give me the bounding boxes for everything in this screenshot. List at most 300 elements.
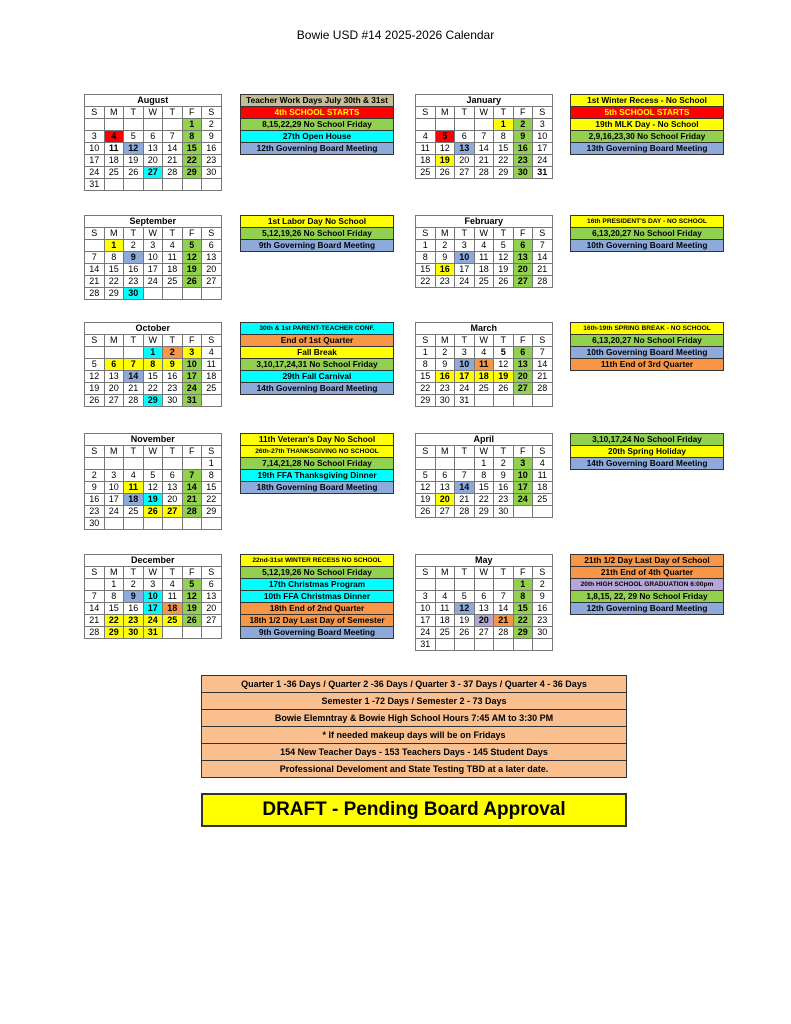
day-cell: 6 xyxy=(455,131,475,143)
day-cell: 18 xyxy=(124,494,144,506)
day-cell: 12 xyxy=(494,359,514,371)
day-cell: 30 xyxy=(513,167,533,179)
day-cell: 17 xyxy=(513,482,533,494)
day-cell: 4 xyxy=(474,347,494,359)
day-cell: 9 xyxy=(513,131,533,143)
day-cell: 21 xyxy=(182,494,202,506)
week-row xyxy=(416,627,553,639)
weekday-header: W xyxy=(143,446,163,458)
weekday-header: T xyxy=(455,567,475,579)
day-cell: 26 xyxy=(494,276,514,288)
day-cell: 1 xyxy=(494,119,514,131)
legend-item: 8,15,22,29 No School Friday xyxy=(240,119,394,131)
day-cell: 29 xyxy=(202,506,222,518)
day-cell: 25 xyxy=(104,167,124,179)
week-row xyxy=(416,615,553,627)
day-cell: 7 xyxy=(533,240,553,252)
weekday-header: S xyxy=(416,446,436,458)
day-cell: 13 xyxy=(104,371,124,383)
legend-item: 20th HIGH SCHOOL GRADUATION 6:00pm xyxy=(570,579,724,591)
day-cell: 27 xyxy=(435,506,455,518)
legend-item: 18th End of 2nd Quarter xyxy=(240,603,394,615)
day-cell: 5 xyxy=(124,131,144,143)
day-cell: 23 xyxy=(494,494,514,506)
empty-cell xyxy=(104,119,124,131)
empty-cell xyxy=(494,395,514,407)
day-cell: 15 xyxy=(182,143,202,155)
day-cell: 28 xyxy=(85,288,105,300)
weekday-header: W xyxy=(143,567,163,579)
day-cell: 8 xyxy=(513,591,533,603)
legend-item: 13th Governing Board Meeting xyxy=(570,143,724,155)
day-cell: 31 xyxy=(182,395,202,407)
weekday-header: F xyxy=(513,107,533,119)
weekday-header: M xyxy=(435,335,455,347)
legend-item: 30th & 1st PARENT-TEACHER CONF. xyxy=(240,322,394,335)
day-cell: 29 xyxy=(182,167,202,179)
week-row xyxy=(85,359,222,371)
weekday-header: T xyxy=(455,107,475,119)
week-row xyxy=(416,470,553,482)
weekday-header: S xyxy=(202,446,222,458)
day-cell: 19 xyxy=(494,371,514,383)
day-cell: 30 xyxy=(494,506,514,518)
day-cell: 27 xyxy=(163,506,183,518)
empty-cell xyxy=(85,240,105,252)
day-cell: 24 xyxy=(455,383,475,395)
day-cell: 26 xyxy=(182,276,202,288)
day-cell: 15 xyxy=(143,371,163,383)
empty-cell xyxy=(474,395,494,407)
week-row xyxy=(85,167,222,179)
day-cell: 31 xyxy=(416,639,436,651)
legend-item: 5th SCHOOL STARTS xyxy=(570,107,724,119)
legend-item: 11th End of 3rd Quarter xyxy=(570,359,724,371)
day-cell: 28 xyxy=(533,383,553,395)
month-calendar-may xyxy=(415,554,553,651)
weekday-header: S xyxy=(533,335,553,347)
day-cell: 6 xyxy=(435,470,455,482)
weekday-header: S xyxy=(533,107,553,119)
empty-cell xyxy=(163,288,183,300)
day-cell: 27 xyxy=(202,615,222,627)
legend-item: 5,12,19,26 No School Friday xyxy=(240,228,394,240)
day-cell: 11 xyxy=(416,143,436,155)
day-cell: 21 xyxy=(163,155,183,167)
day-cell: 8 xyxy=(494,131,514,143)
day-cell: 27 xyxy=(143,167,163,179)
day-cell: 23 xyxy=(124,615,144,627)
empty-cell xyxy=(416,579,436,591)
weekday-header: S xyxy=(85,567,105,579)
day-cell: 21 xyxy=(85,276,105,288)
day-cell: 30 xyxy=(85,518,105,530)
weekday-header: T xyxy=(455,446,475,458)
legend-item: 5,12,19,26 No School Friday xyxy=(240,567,394,579)
day-cell: 28 xyxy=(494,627,514,639)
legend-item: 6,13,20,27 No School Friday xyxy=(570,335,724,347)
weekday-header: T xyxy=(163,228,183,240)
empty-cell xyxy=(533,395,553,407)
week-row xyxy=(416,639,553,651)
summary-line: Bowie Elemntray & Bowie High School Hours 7:45 AM to 3:30 PM xyxy=(201,710,627,727)
summary-line: * If needed makeup days will be on Fridays xyxy=(201,727,627,744)
day-cell: 29 xyxy=(494,167,514,179)
month-name: February xyxy=(416,216,553,228)
day-cell: 8 xyxy=(104,591,124,603)
week-row xyxy=(416,383,553,395)
empty-cell xyxy=(416,119,436,131)
week-row xyxy=(416,494,553,506)
week-row xyxy=(85,119,222,131)
day-cell: 31 xyxy=(85,179,105,191)
empty-cell xyxy=(143,458,163,470)
day-cell: 18 xyxy=(474,371,494,383)
weekday-header: S xyxy=(85,335,105,347)
day-cell: 28 xyxy=(124,395,144,407)
day-cell: 11 xyxy=(435,603,455,615)
day-cell: 25 xyxy=(533,494,553,506)
day-cell: 4 xyxy=(104,131,124,143)
day-cell: 5 xyxy=(494,347,514,359)
weekday-header: M xyxy=(435,228,455,240)
day-cell: 19 xyxy=(182,603,202,615)
day-cell: 10 xyxy=(455,252,475,264)
day-cell: 27 xyxy=(455,167,475,179)
month-calendar-november xyxy=(84,433,222,530)
day-cell: 18 xyxy=(435,615,455,627)
day-cell: 23 xyxy=(85,506,105,518)
day-cell: 5 xyxy=(494,240,514,252)
day-cell: 20 xyxy=(104,383,124,395)
empty-cell xyxy=(494,579,514,591)
draft-banner: DRAFT - Pending Board Approval xyxy=(201,793,627,827)
legend-item: 6,13,20,27 No School Friday xyxy=(570,228,724,240)
day-cell: 25 xyxy=(202,383,222,395)
week-row xyxy=(85,615,222,627)
weekday-header: W xyxy=(474,567,494,579)
empty-cell xyxy=(435,458,455,470)
month-name: May xyxy=(416,555,553,567)
day-cell: 23 xyxy=(533,615,553,627)
day-cell: 7 xyxy=(455,470,475,482)
empty-cell xyxy=(513,395,533,407)
day-cell: 12 xyxy=(455,603,475,615)
day-cell: 12 xyxy=(494,252,514,264)
weekday-header: S xyxy=(202,228,222,240)
day-cell: 16 xyxy=(513,143,533,155)
day-cell: 3 xyxy=(416,591,436,603)
empty-cell xyxy=(513,506,533,518)
empty-cell xyxy=(163,627,183,639)
weekday-header: S xyxy=(416,107,436,119)
day-cell: 11 xyxy=(474,252,494,264)
month-calendar-september xyxy=(84,215,222,300)
empty-cell xyxy=(143,518,163,530)
day-cell: 7 xyxy=(85,591,105,603)
legend-item: 10th Governing Board Meeting xyxy=(570,240,724,252)
weekday-header: W xyxy=(143,107,163,119)
legend-item: 18th Governing Board Meeting xyxy=(240,482,394,494)
day-cell: 24 xyxy=(182,383,202,395)
day-cell: 31 xyxy=(533,167,553,179)
day-cell: 31 xyxy=(143,627,163,639)
legend-item: 11th Veteran's Day No School xyxy=(240,433,394,446)
day-cell: 14 xyxy=(455,482,475,494)
day-cell: 11 xyxy=(104,143,124,155)
day-cell: 2 xyxy=(533,579,553,591)
day-cell: 10 xyxy=(143,252,163,264)
month-name: October xyxy=(85,323,222,335)
legend-item: 10th FFA Christmas Dinner xyxy=(240,591,394,603)
day-cell: 18 xyxy=(533,482,553,494)
day-cell: 19 xyxy=(455,615,475,627)
legend-item: Teacher Work Days July 30th & 31st xyxy=(240,94,394,107)
day-cell: 1 xyxy=(202,458,222,470)
week-row xyxy=(416,276,553,288)
day-cell: 31 xyxy=(455,395,475,407)
weekday-header: F xyxy=(182,567,202,579)
day-cell: 13 xyxy=(163,482,183,494)
day-cell: 14 xyxy=(163,143,183,155)
day-cell: 1 xyxy=(416,240,436,252)
day-cell: 20 xyxy=(455,155,475,167)
day-cell: 18 xyxy=(104,155,124,167)
week-row xyxy=(416,155,553,167)
day-cell: 24 xyxy=(143,276,163,288)
weekday-header: T xyxy=(124,446,144,458)
day-cell: 13 xyxy=(455,143,475,155)
legend-item: 19th FFA Thanksgiving Dinner xyxy=(240,470,394,482)
empty-cell xyxy=(163,119,183,131)
day-cell: 20 xyxy=(474,615,494,627)
day-cell: 30 xyxy=(124,288,144,300)
day-cell: 6 xyxy=(513,240,533,252)
empty-cell xyxy=(182,627,202,639)
week-row xyxy=(85,347,222,359)
week-row xyxy=(416,264,553,276)
day-cell: 15 xyxy=(474,482,494,494)
month-calendar-april xyxy=(415,433,553,518)
day-cell: 22 xyxy=(143,383,163,395)
day-cell: 23 xyxy=(163,383,183,395)
day-cell: 19 xyxy=(435,155,455,167)
summary-line: Professional Develoment and State Testing TBD at a later date. xyxy=(201,761,627,778)
day-cell: 6 xyxy=(474,591,494,603)
summary-box xyxy=(201,675,627,778)
week-row xyxy=(416,347,553,359)
day-cell: 11 xyxy=(202,359,222,371)
month-name: December xyxy=(85,555,222,567)
day-cell: 2 xyxy=(435,240,455,252)
empty-cell xyxy=(416,458,436,470)
week-row xyxy=(85,264,222,276)
empty-cell xyxy=(494,639,514,651)
week-row xyxy=(416,119,553,131)
legend-item: 4th SCHOOL STARTS xyxy=(240,107,394,119)
day-cell: 13 xyxy=(474,603,494,615)
day-cell: 4 xyxy=(163,579,183,591)
day-cell: 25 xyxy=(124,506,144,518)
day-cell: 20 xyxy=(163,494,183,506)
day-cell: 14 xyxy=(124,371,144,383)
day-cell: 9 xyxy=(435,359,455,371)
weekday-header: T xyxy=(494,107,514,119)
empty-cell xyxy=(182,518,202,530)
day-cell: 24 xyxy=(104,506,124,518)
day-cell: 19 xyxy=(124,155,144,167)
day-cell: 27 xyxy=(474,627,494,639)
day-cell: 13 xyxy=(513,252,533,264)
weekday-header: M xyxy=(104,228,124,240)
empty-cell xyxy=(124,458,144,470)
weekday-header: T xyxy=(124,567,144,579)
day-cell: 16 xyxy=(435,264,455,276)
empty-cell xyxy=(85,347,105,359)
empty-cell xyxy=(435,639,455,651)
day-cell: 25 xyxy=(435,627,455,639)
legend-item: 9th Governing Board Meeting xyxy=(240,240,394,252)
day-cell: 4 xyxy=(533,458,553,470)
day-cell: 7 xyxy=(85,252,105,264)
day-cell: 7 xyxy=(474,131,494,143)
legend-item: 29th Fall Carnival xyxy=(240,371,394,383)
day-cell: 6 xyxy=(104,359,124,371)
day-cell: 23 xyxy=(202,155,222,167)
empty-cell xyxy=(455,119,475,131)
day-cell: 8 xyxy=(182,131,202,143)
week-row xyxy=(85,395,222,407)
legend-item: 3,10,17,24 No School Friday xyxy=(570,433,724,446)
day-cell: 9 xyxy=(494,470,514,482)
day-cell: 29 xyxy=(474,506,494,518)
day-cell: 10 xyxy=(104,482,124,494)
page-title: Bowie USD #14 2025-2026 Calendar xyxy=(296,28,495,42)
legend-box xyxy=(570,433,724,470)
legend-box xyxy=(240,215,394,252)
day-cell: 10 xyxy=(455,359,475,371)
weekday-header: S xyxy=(202,567,222,579)
empty-cell xyxy=(182,288,202,300)
empty-cell xyxy=(143,179,163,191)
weekday-header: T xyxy=(494,228,514,240)
week-row xyxy=(85,627,222,639)
weekday-header: S xyxy=(533,567,553,579)
day-cell: 19 xyxy=(182,264,202,276)
day-cell: 18 xyxy=(202,371,222,383)
week-row xyxy=(85,482,222,494)
day-cell: 22 xyxy=(182,155,202,167)
day-cell: 3 xyxy=(182,347,202,359)
weekday-header: T xyxy=(163,335,183,347)
day-cell: 5 xyxy=(435,131,455,143)
week-row xyxy=(85,276,222,288)
day-cell: 17 xyxy=(104,494,124,506)
legend-item: 2,9,16,23,30 No School Friday xyxy=(570,131,724,143)
week-row xyxy=(416,395,553,407)
day-cell: 2 xyxy=(435,347,455,359)
empty-cell xyxy=(533,506,553,518)
legend-item: 20th Spring Holiday xyxy=(570,446,724,458)
empty-cell xyxy=(455,458,475,470)
day-cell: 22 xyxy=(104,615,124,627)
legend-item: 19th MLK Day - No School xyxy=(570,119,724,131)
day-cell: 14 xyxy=(474,143,494,155)
day-cell: 25 xyxy=(474,383,494,395)
legend-box xyxy=(570,215,724,252)
weekday-header: W xyxy=(474,107,494,119)
day-cell: 9 xyxy=(124,252,144,264)
day-cell: 28 xyxy=(533,276,553,288)
day-cell: 16 xyxy=(202,143,222,155)
day-cell: 2 xyxy=(124,579,144,591)
day-cell: 6 xyxy=(143,131,163,143)
day-cell: 3 xyxy=(513,458,533,470)
week-row xyxy=(85,252,222,264)
day-cell: 28 xyxy=(163,167,183,179)
day-cell: 4 xyxy=(474,240,494,252)
weekday-header: S xyxy=(202,335,222,347)
day-cell: 18 xyxy=(163,603,183,615)
day-cell: 30 xyxy=(533,627,553,639)
legend-item: 14th Governing Board Meeting xyxy=(570,458,724,470)
day-cell: 20 xyxy=(435,494,455,506)
day-cell: 20 xyxy=(202,264,222,276)
legend-item: 3,10,17,24,31 No School Friday xyxy=(240,359,394,371)
day-cell: 22 xyxy=(416,276,436,288)
day-cell: 3 xyxy=(85,131,105,143)
empty-cell xyxy=(435,119,455,131)
day-cell: 5 xyxy=(182,240,202,252)
weekday-header: T xyxy=(124,107,144,119)
day-cell: 11 xyxy=(163,591,183,603)
week-row xyxy=(85,506,222,518)
legend-item: 14th Governing Board Meeting xyxy=(240,383,394,395)
day-cell: 10 xyxy=(513,470,533,482)
day-cell: 30 xyxy=(435,395,455,407)
weekday-header: T xyxy=(124,228,144,240)
week-row xyxy=(85,470,222,482)
day-cell: 15 xyxy=(416,371,436,383)
day-cell: 22 xyxy=(202,494,222,506)
weekday-header: S xyxy=(533,446,553,458)
day-cell: 29 xyxy=(104,627,124,639)
week-row xyxy=(416,506,553,518)
legend-item: 17th Christmas Program xyxy=(240,579,394,591)
day-cell: 3 xyxy=(143,579,163,591)
day-cell: 8 xyxy=(202,470,222,482)
day-cell: 26 xyxy=(85,395,105,407)
month-calendar-january xyxy=(415,94,553,179)
day-cell: 28 xyxy=(182,506,202,518)
day-cell: 26 xyxy=(182,615,202,627)
day-cell: 10 xyxy=(416,603,436,615)
day-cell: 19 xyxy=(494,264,514,276)
empty-cell xyxy=(474,119,494,131)
day-cell: 16 xyxy=(124,603,144,615)
legend-item: Fall Break xyxy=(240,347,394,359)
day-cell: 30 xyxy=(202,167,222,179)
day-cell: 3 xyxy=(455,240,475,252)
week-row xyxy=(85,458,222,470)
legend-item: 10th Governing Board Meeting xyxy=(570,347,724,359)
day-cell: 10 xyxy=(182,359,202,371)
day-cell: 17 xyxy=(416,615,436,627)
day-cell: 5 xyxy=(85,359,105,371)
day-cell: 19 xyxy=(143,494,163,506)
legend-box xyxy=(240,433,394,494)
day-cell: 22 xyxy=(474,494,494,506)
